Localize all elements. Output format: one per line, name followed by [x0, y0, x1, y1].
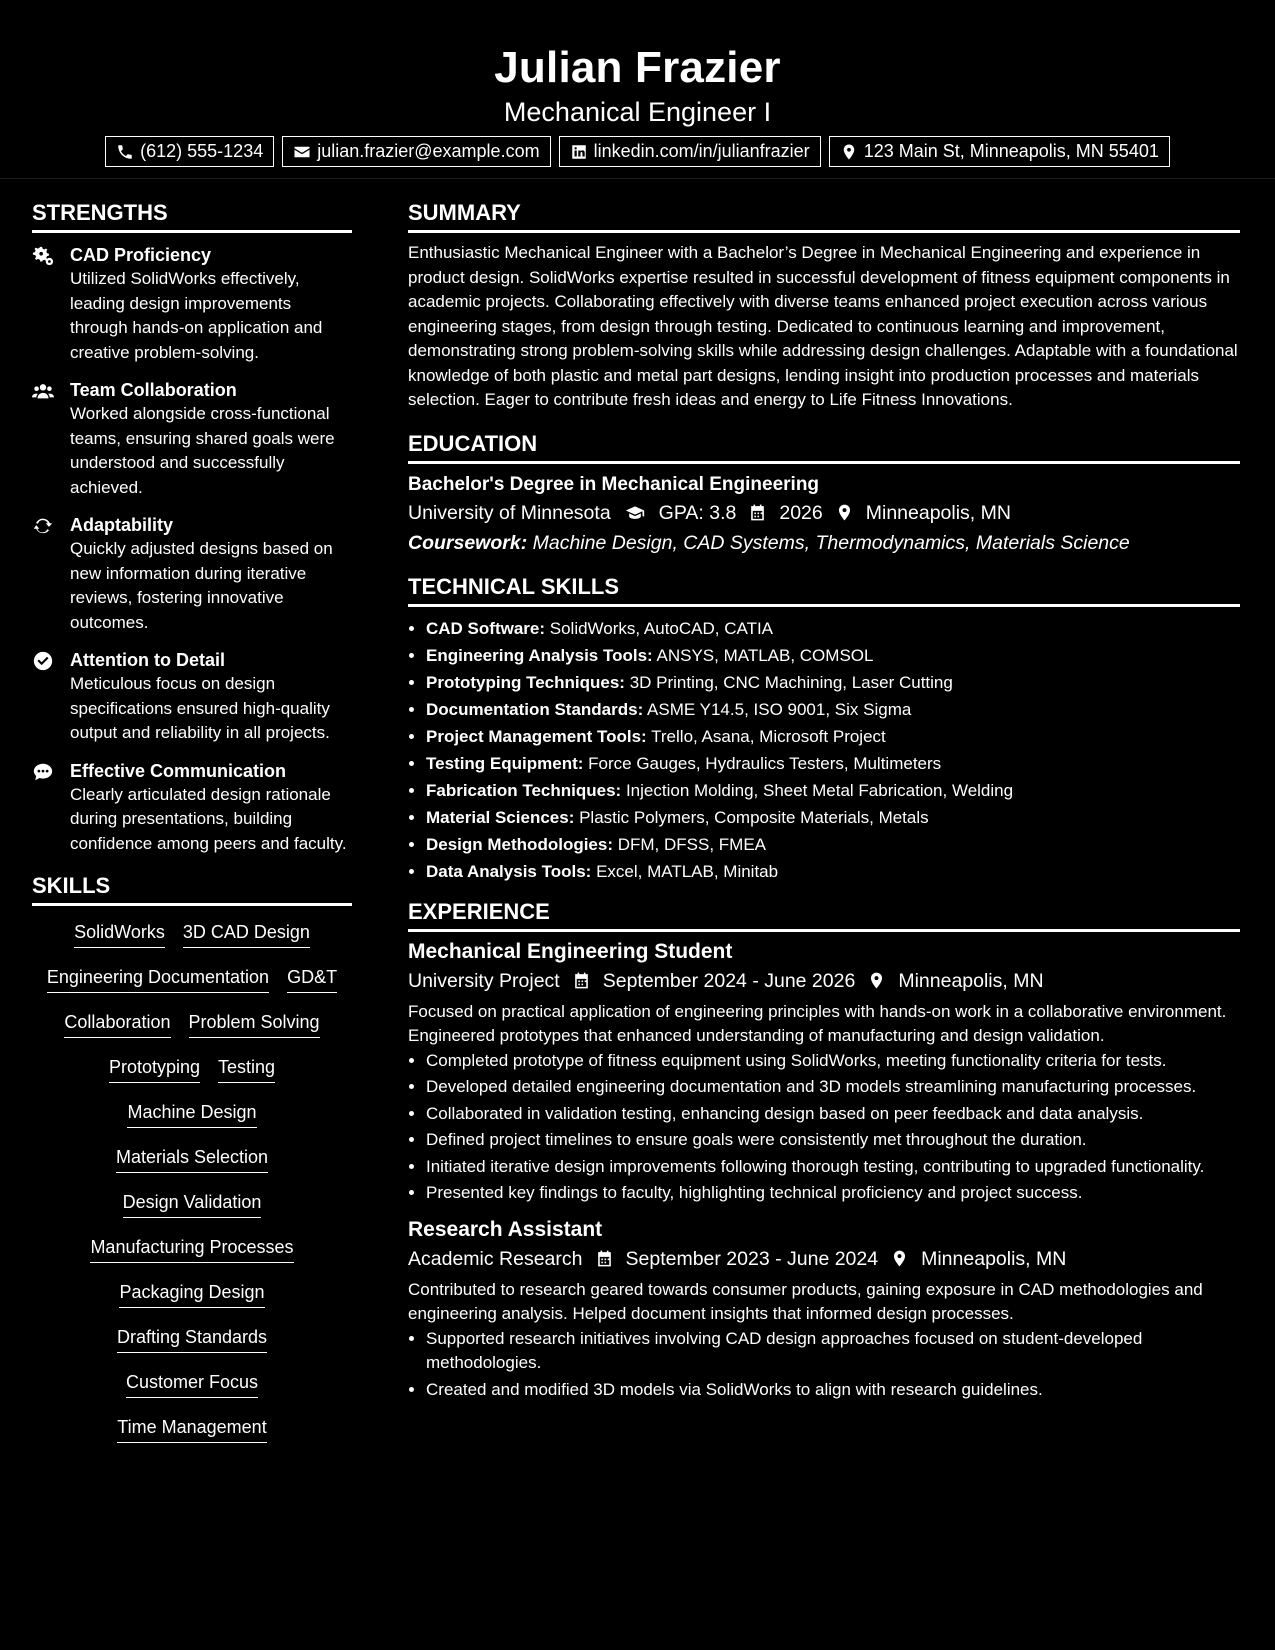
experience-org: University Project [408, 969, 560, 992]
contact-email[interactable] [282, 136, 550, 167]
job-title: Mechanical Engineer I [503, 97, 772, 127]
experience-title: Research Assistant [408, 1217, 603, 1241]
comment-dots-icon [32, 761, 54, 783]
list-item: • Collaborated in validation testing, enhancing design based on peer feedback and data analysis. [426, 1102, 1240, 1127]
strength-description: Clearly articulated design rationale during presentations, building confidence among peers and faculty. [70, 784, 347, 853]
contact-address[interactable] [829, 136, 1170, 167]
list-item [426, 752, 1240, 777]
list-item [426, 725, 1240, 750]
resume-header [0, 0, 1275, 167]
list-item [426, 779, 1240, 804]
contact-linkedin-text: linkedin.com/in/julianfrazier [593, 141, 810, 161]
list-item: • Completed prototype of fitness equipment using SolidWorks, meeting functionality criteria for tests. [426, 1049, 1240, 1074]
list-item [426, 671, 1240, 696]
strengths-heading: STRENGTHS [32, 198, 352, 233]
skill-values: SolidWorks, AutoCAD, CATIA [549, 618, 774, 638]
skill-tag: Customer Focus [126, 1370, 258, 1398]
list-item [426, 806, 1240, 831]
skill-tag: Time Management [117, 1415, 266, 1443]
strength-item [32, 648, 352, 746]
strength-item [32, 243, 352, 365]
list-item: • Developed detailed engineering documentation and 3D models streamlining manufacturing processes. [426, 1075, 1240, 1100]
experience-bullets [408, 1327, 1240, 1403]
education-meta [408, 498, 1240, 528]
contact-address-text: 123 Main St, Minneapolis, MN 55401 [863, 141, 1159, 161]
contact-phone-text: (612) 555-1234 [140, 141, 264, 161]
strength-description: Quickly adjusted designs based on new information during iterative reviews, fostering innovative outcomes. [70, 539, 333, 632]
experience-meta [408, 966, 1240, 996]
calendar-icon [595, 1249, 614, 1268]
skill-values: Injection Molding, Sheet Metal Fabrication, Welding [625, 781, 1014, 801]
skill-tag: Collaboration [64, 1010, 170, 1038]
list-item [426, 833, 1240, 858]
skill-tag: Packaging Design [119, 1280, 264, 1308]
envelope-icon [293, 143, 311, 161]
strength-item [32, 759, 352, 857]
coursework [408, 528, 1240, 558]
experience-location: Minneapolis, MN [898, 969, 1044, 992]
skills-tags [32, 916, 352, 1460]
degree-title: Bachelor's Degree in Mechanical Engineering [408, 473, 820, 495]
list-item: • Presented key findings to faculty, highlighting technical proficiency and project success. [426, 1181, 1240, 1206]
skill-tag: Problem Solving [189, 1010, 320, 1038]
experience-summary: Focused on practical application of engineering principles with hands-on work in a collaborative environment. Engineered prototypes that enhanced understanding of manufacturing and design validation. [408, 1001, 1227, 1046]
coursework-list: Machine Design, CAD Systems, Thermodynamics, Materials Science [532, 531, 1130, 554]
strength-title: Adaptability [70, 515, 174, 535]
list-item: • Supported research initiatives involving CAD design approaches focused on student-developed methodologies. [426, 1327, 1240, 1376]
contact-email-text: julian.frazier@example.com [317, 141, 540, 161]
gpa: GPA: 3.8 [658, 501, 737, 524]
skill-tag: Machine Design [127, 1100, 256, 1128]
map-marker-icon [835, 503, 854, 522]
experience-location: Minneapolis, MN [921, 1247, 1067, 1270]
map-marker-icon [840, 143, 858, 161]
phone-icon [116, 143, 134, 161]
list-item [426, 644, 1240, 669]
list-item [426, 860, 1240, 885]
experience-entry [408, 938, 1240, 1206]
skills-heading: SKILLS [32, 871, 352, 906]
strength-description: Worked alongside cross-functional teams, ensuring shared goals were understood and successfully achieved. [70, 404, 335, 497]
experience-meta [408, 1244, 1240, 1274]
skill-category: Documentation Standards: [426, 699, 644, 719]
skill-values: ASME Y14.5, ISO 9001, Six Sigma [647, 699, 912, 719]
strength-description: Utilized SolidWorks effectively, leading design improvements through hands-on application and creative problem-solving. [70, 269, 323, 362]
school-name: University of Minnesota [408, 501, 611, 524]
check-circle-icon [32, 650, 54, 672]
experience-bullets [408, 1049, 1240, 1206]
skill-category: Design Methodologies: [426, 835, 613, 855]
experience-dates: September 2023 - June 2024 [625, 1247, 879, 1270]
experience-summary: Contributed to research geared towards consumer products, gaining exposure in CAD methodologies and engineering analysis. Helped document insights that informed design processes. [408, 1279, 1203, 1324]
experience-entry [408, 1216, 1240, 1403]
skill-tag: Engineering Documentation [47, 965, 269, 993]
skill-tag: GD&T [287, 965, 337, 993]
skill-values: Trello, Asana, Microsoft Project [651, 726, 886, 746]
strength-title: CAD Proficiency [70, 245, 212, 265]
skill-category: Testing Equipment: [426, 753, 584, 773]
skill-tag: Prototyping [109, 1055, 200, 1083]
skill-values: Force Gauges, Hydraulics Testers, Multimeters [588, 753, 942, 773]
contact-phone[interactable] [105, 136, 274, 167]
technical-skills-list [408, 617, 1240, 885]
gears-icon [32, 245, 54, 267]
list-item [426, 617, 1240, 642]
strength-title: Effective Communication [70, 760, 287, 781]
skill-category: Project Management Tools: [426, 726, 647, 746]
skill-tag: Testing [218, 1055, 275, 1083]
experience-title: Mechanical Engineering Student [408, 939, 733, 963]
skill-values: ANSYS, MATLAB, COMSOL [656, 645, 874, 665]
education-heading: EDUCATION [408, 429, 1240, 464]
summary-text: Enthusiastic Mechanical Engineer with a Bachelor’s Degree in Mechanical Engineering and experience in product design. SolidWorks expertise resulted in successful development of fitness equipment components in academic projects. Collaborating effectively with diverse teams enhanced project execution across various engineering stages, from design through testing. Dedicated to continuous learning and improvement, demonstrating strong problem-solving skills while addressing design challenges. Adaptable with a foundational knowledge of both plastic and metal part designs, lending insight into production processes and materials selection. Eager to contribute fresh ideas and energy to Life Fitness Innovations. [408, 243, 1238, 409]
coursework-label: Coursework: [408, 531, 528, 554]
skill-values: Plastic Polymers, Composite Materials, Metals [579, 808, 929, 828]
right-column [408, 198, 1240, 1404]
skill-category: Material Sciences: [426, 808, 575, 828]
skill-tag: Manufacturing Processes [90, 1235, 293, 1263]
education-location: Minneapolis, MN [865, 501, 1011, 524]
strength-item [32, 378, 352, 500]
skill-category: Engineering Analysis Tools: [426, 645, 653, 665]
calendar-icon [748, 503, 767, 522]
skill-values: Excel, MATLAB, Minitab [596, 862, 779, 882]
strength-description: Meticulous focus on design specifications ensured high-quality output and reliability in all projects. [70, 674, 330, 742]
graduation-cap-icon [623, 503, 647, 523]
skill-category: Prototyping Techniques: [426, 672, 625, 692]
left-column [32, 198, 352, 1460]
experience-heading: EXPERIENCE [408, 897, 1240, 932]
strength-title: Team Collaboration [70, 380, 237, 400]
calendar-icon [572, 971, 591, 990]
candidate-name: Julian Frazier [494, 43, 781, 92]
skill-category: Data Analysis Tools: [426, 862, 592, 882]
linkedin-icon [570, 143, 588, 161]
list-item: • Created and modified 3D models via SolidWorks to align with research guidelines. [426, 1378, 1240, 1403]
experience-dates: September 2024 - June 2026 [602, 969, 856, 992]
graduation-year: 2026 [779, 501, 823, 524]
sync-icon [32, 515, 54, 537]
list-item: • Initiated iterative design improvements following thorough testing, contributing to upgraded functionality. [426, 1155, 1240, 1180]
contact-linkedin[interactable] [559, 136, 821, 167]
summary-heading: SUMMARY [408, 198, 1240, 233]
skill-category: Fabrication Techniques: [426, 781, 622, 801]
skill-values: DFM, DFSS, FMEA [617, 835, 767, 855]
skill-category: CAD Software: [426, 618, 546, 638]
skill-tag: SolidWorks [74, 920, 165, 948]
strength-item [32, 513, 352, 635]
skill-tag: Drafting Standards [117, 1325, 267, 1353]
map-marker-icon [890, 1249, 909, 1268]
contact-bar [0, 136, 1275, 167]
header-divider [0, 178, 1275, 179]
map-marker-icon [867, 971, 886, 990]
list-item: • Defined project timelines to ensure goals were consistently met throughout the duration. [426, 1128, 1240, 1153]
strength-title: Attention to Detail [70, 650, 225, 670]
skill-values: 3D Printing, CNC Machining, Laser Cutting [629, 672, 953, 692]
users-icon [32, 380, 54, 402]
technical-skills-heading: TECHNICAL SKILLS [408, 572, 1240, 607]
skill-tag: Design Validation [123, 1190, 262, 1218]
skill-tag: Materials Selection [116, 1145, 268, 1173]
experience-org: Academic Research [408, 1247, 583, 1270]
skill-tag: 3D CAD Design [183, 920, 310, 948]
list-item [426, 698, 1240, 723]
